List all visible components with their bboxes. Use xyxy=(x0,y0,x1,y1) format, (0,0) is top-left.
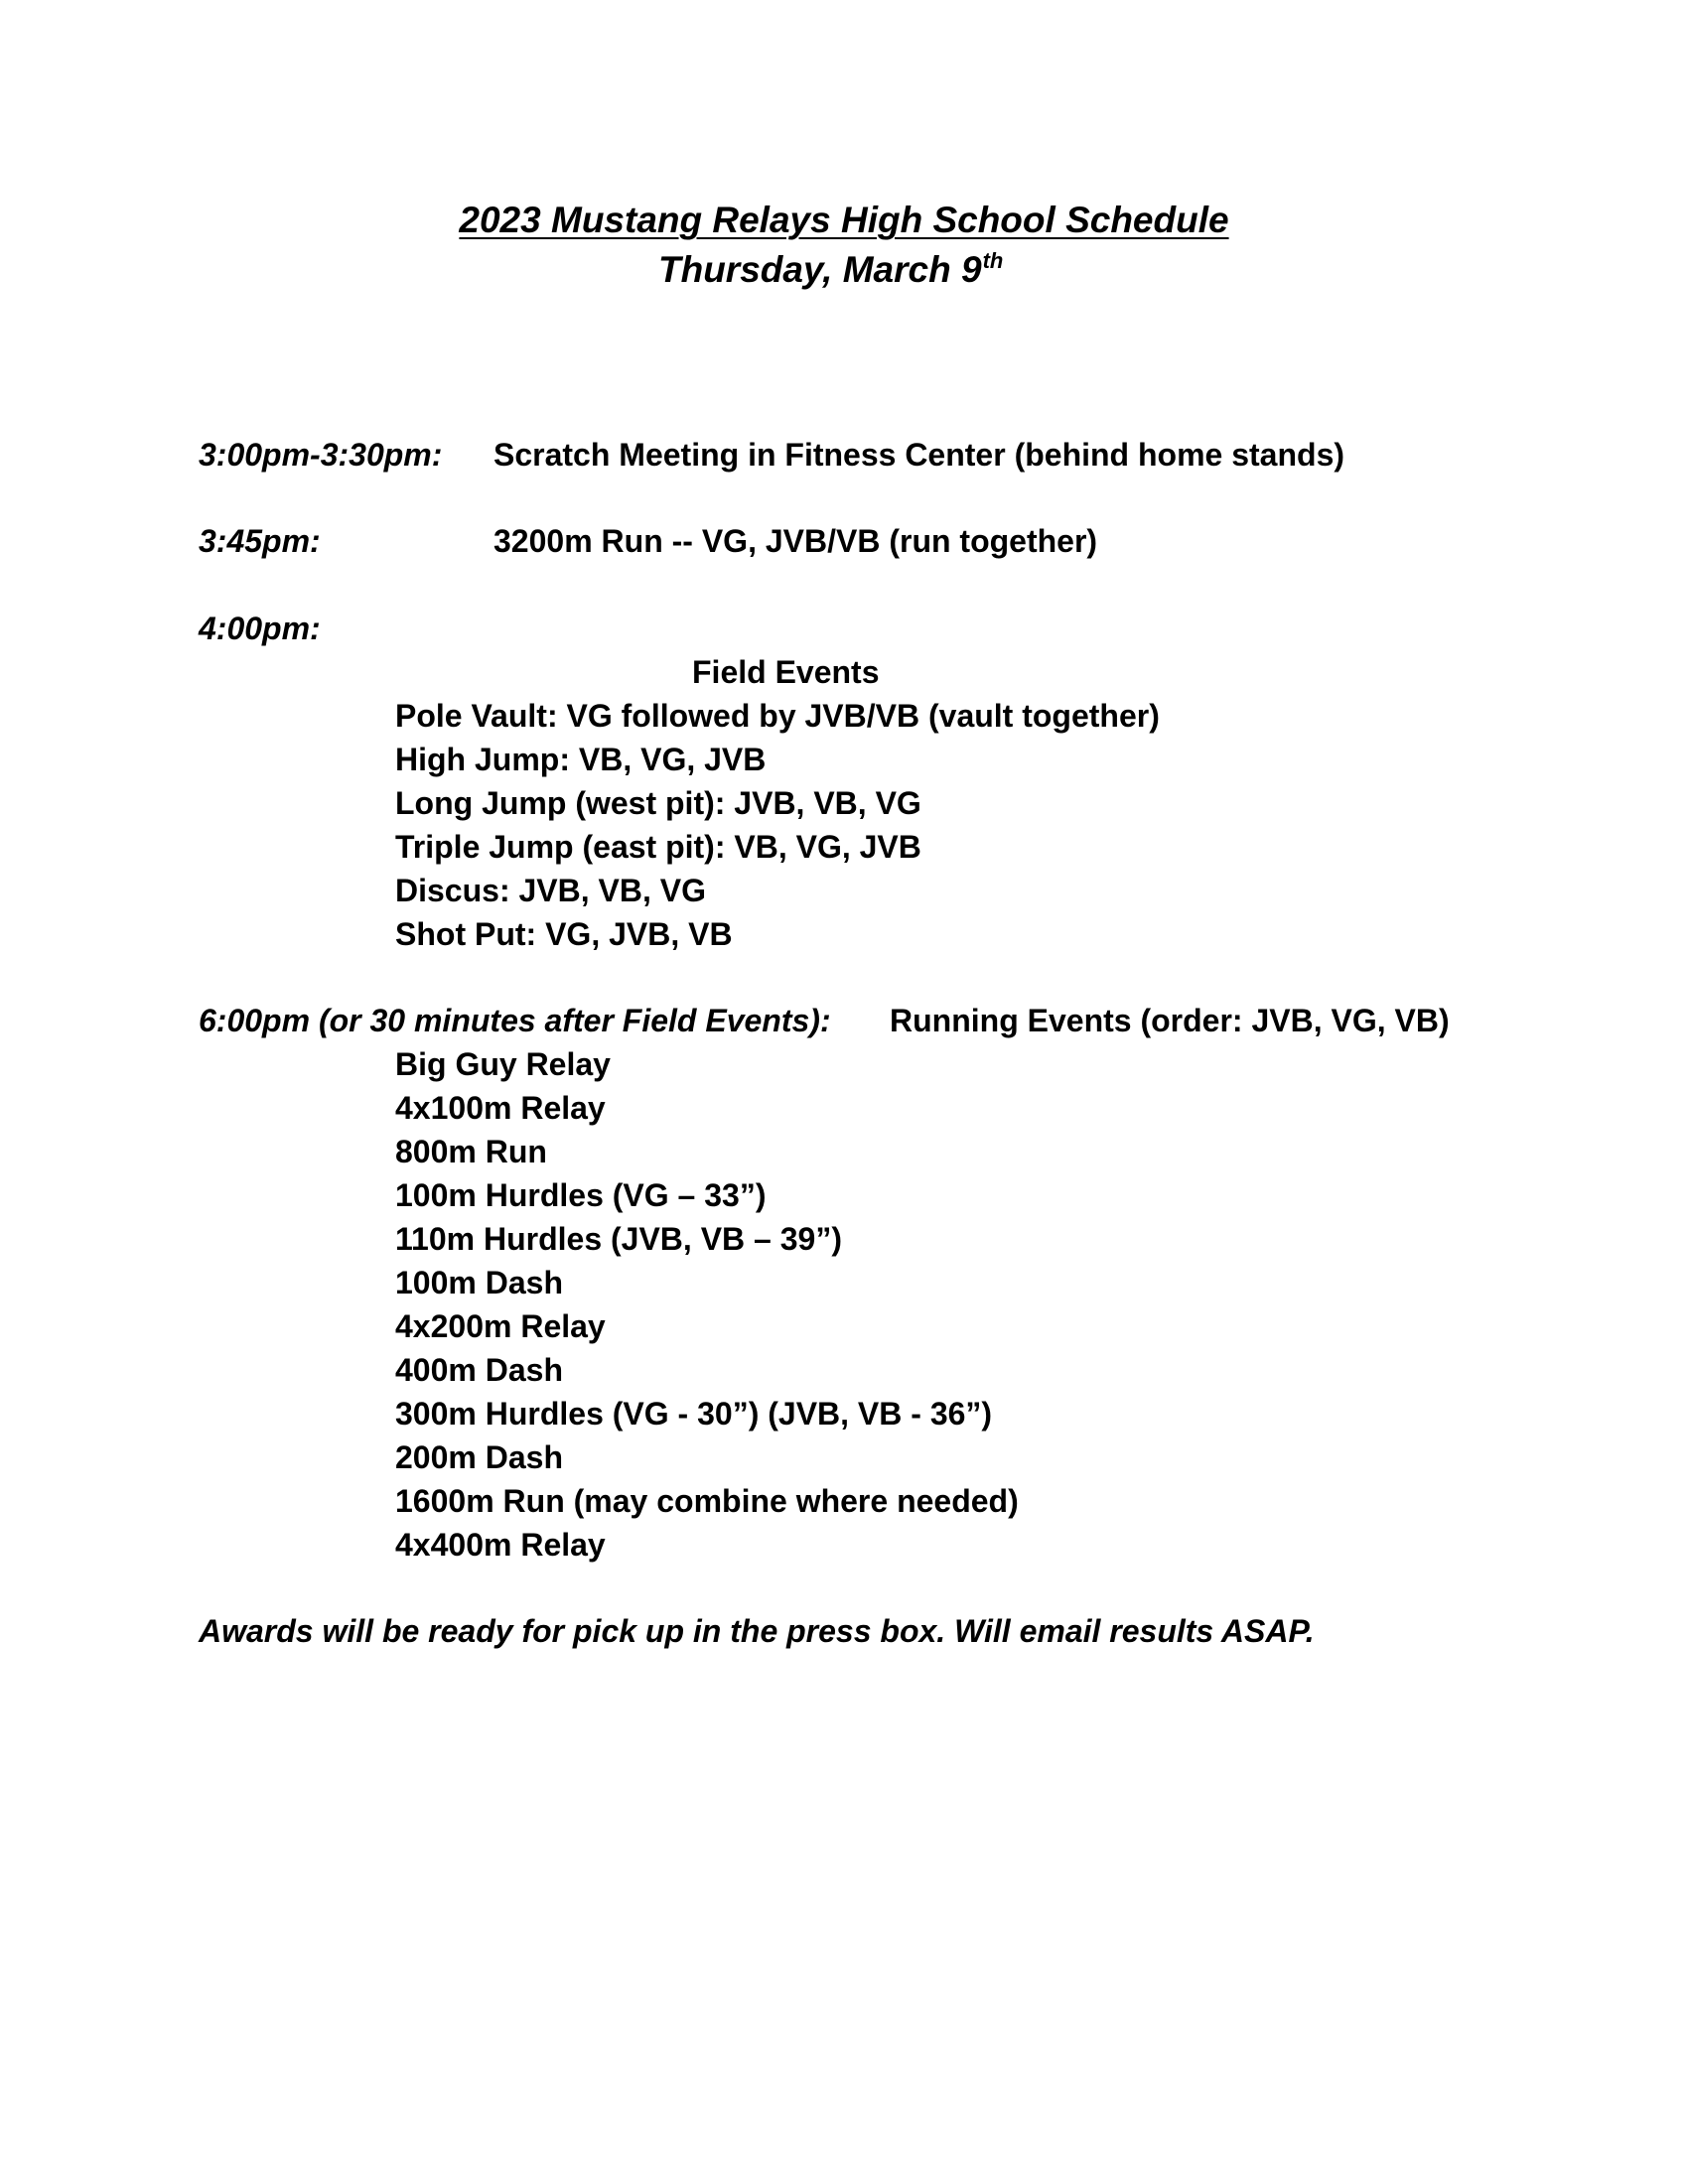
page-title: 2023 Mustang Relays High School Schedule xyxy=(459,200,1229,240)
field-events-heading: Field Events xyxy=(692,654,880,690)
field-event-item: Triple Jump (east pit): VB, VG, JVB xyxy=(395,829,921,865)
running-event-item: 200m Dash xyxy=(395,1439,563,1475)
field-time: 4:00pm: xyxy=(199,611,321,646)
running-event-item: 4x100m Relay xyxy=(395,1090,606,1126)
run3200-time: 3:45pm: xyxy=(199,523,321,559)
running-event-item: 400m Dash xyxy=(395,1352,563,1388)
running-events-heading: Running Events (order: JVB, VG, VB) xyxy=(890,1003,1450,1038)
running-event-item: 4x200m Relay xyxy=(395,1308,606,1344)
event-date-text: Thursday, March 9 xyxy=(658,249,982,290)
running-event-item: 300m Hurdles (VG - 30”) (JVB, VB - 36”) xyxy=(395,1396,993,1432)
run3200-text: 3200m Run -- VG, JVB/VB (run together) xyxy=(493,523,1098,559)
event-date xyxy=(658,248,1004,290)
running-event-item: 110m Hurdles (JVB, VB – 39”) xyxy=(395,1221,842,1257)
scratch-text: Scratch Meeting in Fitness Center (behind home stands) xyxy=(493,437,1345,473)
running-event-item: 1600m Run (may combine where needed) xyxy=(395,1483,1019,1519)
footer-note: Awards will be ready for pick up in the press box. Will email results ASAP. xyxy=(199,1613,1315,1649)
field-event-item: Shot Put: VG, JVB, VB xyxy=(395,916,733,952)
running-event-item: 4x400m Relay xyxy=(395,1527,606,1563)
running-time: 6:00pm (or 30 minutes after Field Events): xyxy=(199,1003,831,1038)
field-event-item: Long Jump (west pit): JVB, VB, VG xyxy=(395,785,921,821)
field-event-item: Discus: JVB, VB, VG xyxy=(395,873,706,908)
running-event-item: 100m Dash xyxy=(395,1265,563,1300)
scratch-time: 3:00pm-3:30pm: xyxy=(199,437,443,473)
running-event-item: 100m Hurdles (VG – 33”) xyxy=(395,1177,767,1213)
running-event-item: 800m Run xyxy=(395,1134,547,1169)
event-date-ordinal: th xyxy=(982,248,1004,273)
field-event-item: High Jump: VB, VG, JVB xyxy=(395,742,767,777)
running-event-item: Big Guy Relay xyxy=(395,1046,611,1082)
field-event-item: Pole Vault: VG followed by JVB/VB (vault together) xyxy=(395,698,1160,734)
